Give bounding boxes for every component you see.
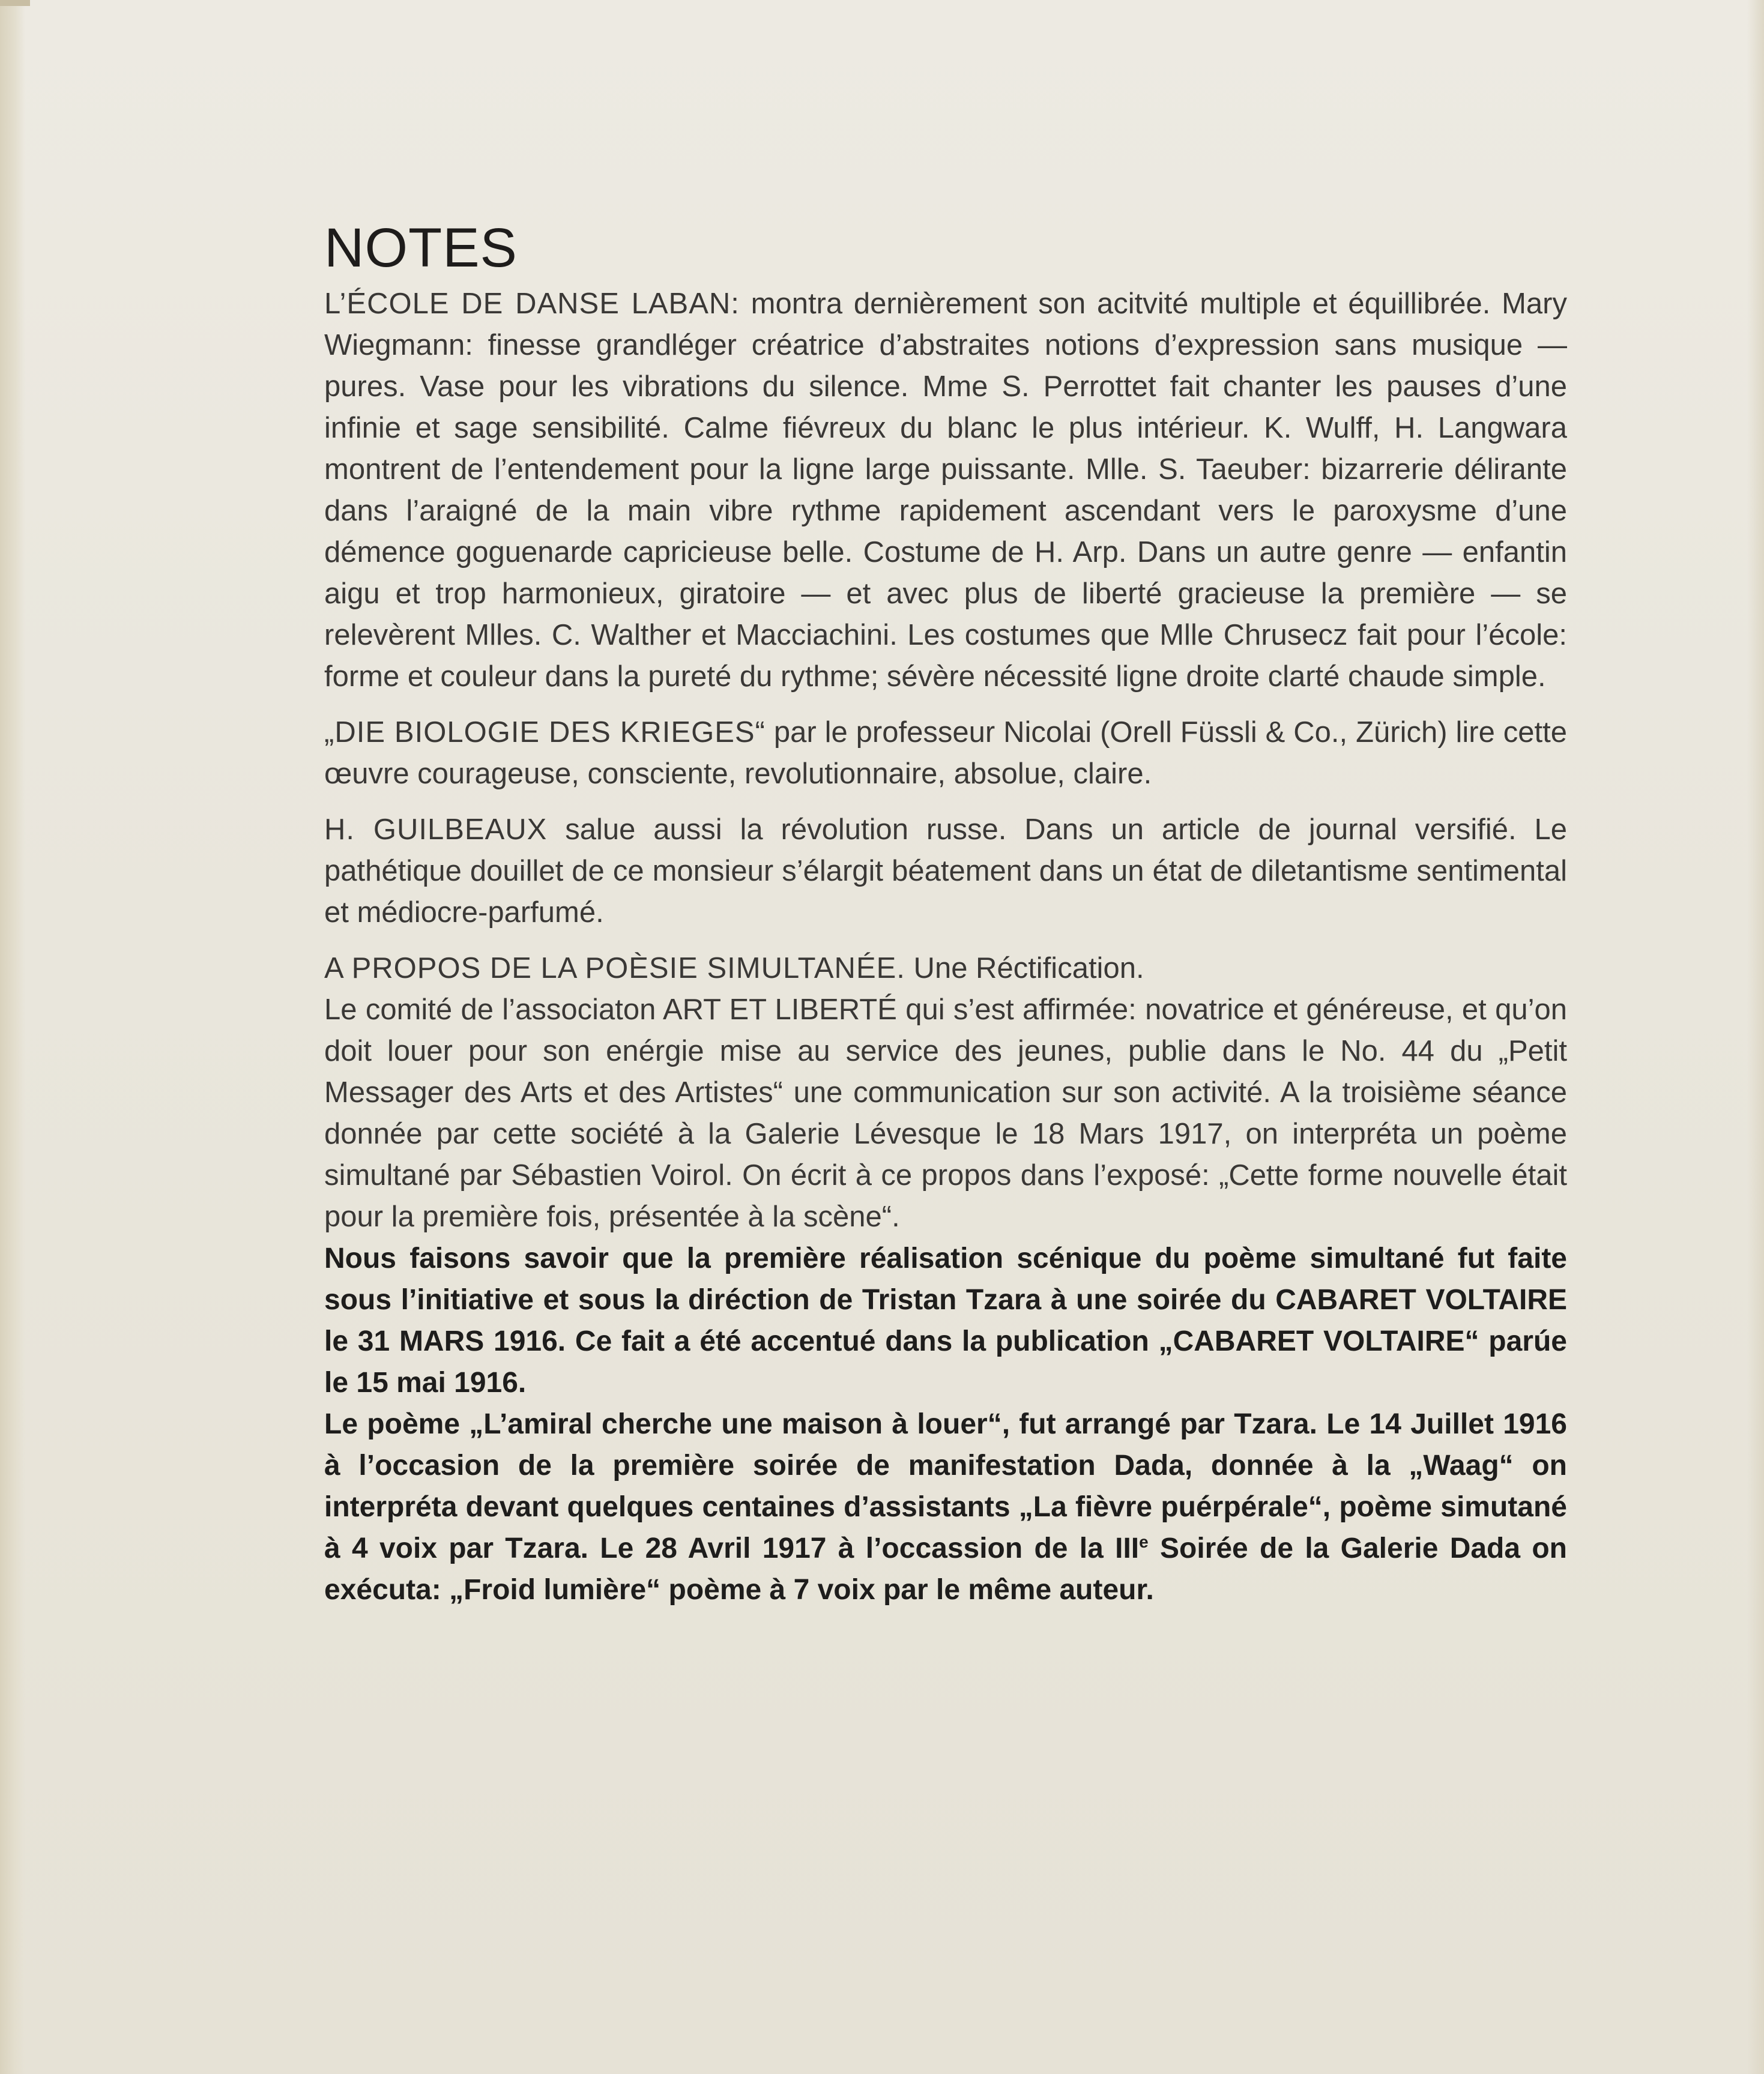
note-biologie [324,712,1567,795]
note-laban-heading: L’ÉCOLE DE DANSE LABAN: [324,288,740,320]
note-simultanee-bold-2-a: Le poème „L’amiral cherche une maison à louer“, fut arrangé par Tzara. Le 14 Juillet 1916 à l’occasion de la première soirée de manifestation Dada, donnée à la „Waag“ on interpréta devant quelques centaines d’assistants „La fièvre puérpérale“, poème simutané à 4 voix par Tzara. Le 28 Avril 1917 à l’occassion de la III [324,1408,1567,1564]
spacer [324,795,1567,809]
note-biologie-body: par le professeur Nicolai (Orell Füssli & Co., Zürich) lire cette œuvre courageuse, consciente, revolutionnaire, absolue, claire. [324,716,1567,790]
note-biologie-heading: „DIE BIOLOGIE DES KRIEGES“ [324,716,766,749]
note-simultanee-heading: A PROPOS DE LA POÈSIE SIMULTANÉE. [324,952,905,984]
note-simultanee-subheading: Une Réctification. [905,952,1144,984]
note-laban [324,283,1567,698]
note-guilbeaux-heading: H. GUILBEAUX [324,813,548,846]
note-laban-body: montra dernièrement son acitvité multiple et équillibrée. Mary Wiegmann: finesse grandléger créatrice d’abstraites notions d’expression sans musique — pures. Vase pour les vibrations du silence. Mme S. Perrottet fait chanter les pauses d’une infinie et sage sensibilité. Calme fiévreux du blanc le plus intérieur. K. Wulff, H. Langwara montrent de l’entendement pour la ligne large puissante. Mlle. S. Taeuber: bizarrerie délirante dans l’araigné de la main vibre rythme rapidement ascendant vers le paroxysme d’une démence goguenarde capricieuse belle. Costume de H. Arp. Dans un autre genre — enfantin aigu et trop harmonieux, giratoire — et avec plus de liberté gracieuse la première — se relevèrent Mlles. C. Walther et Macciachini. Les costumes que Mlle Chrusecz fait pour l’école: forme et couleur dans la pureté du rythme; sévère nécessité ligne droite clarté chaude simple. [324,288,1567,693]
note-guilbeaux [324,809,1567,933]
page-right-edge [1747,0,1764,2074]
note-simultanee-body: Le comité de l’associaton ART ET LIBERTÉ qui s’est affirmée: novatrice et généreuse, et qu’on doit louer pour son enérgie mise au service des jeunes, publie dans le No. 44 du „Petit Messager des Arts et des Artistes“ une communication sur son activité. A la troisième séance donnée par cette société à la Galerie Lévesque le 18 Mars 1917, on interpréta un poème simultané par Sébastien Voirol. On écrit à ce propos dans l’exposé: „Cette forme nouvelle était pour la première fois, présentée à la scène“. [324,993,1567,1233]
note-simultanee-bold-2-b: Soirée de la Galerie Dada on exécuta: „Froid lumière“ poème à 7 voix par le même auteur. [324,1533,1568,1606]
note-simultanee-heading-line [324,948,1567,989]
page-left-edge [0,0,25,2074]
notes-article [324,215,1567,1611]
superscript-e: e [1139,1533,1149,1551]
note-simultanee-bold-2 [324,1403,1567,1611]
note-simultanee-bold-1: Nous faisons savoir que la première réalisation scénique du poème simultané fut faite sous l’initiative et sous la diréction de Tristan Tzara à une soirée du CABARET VOLTAIRE le 31 MARS 1916. Ce fait a été accentué dans la publication „CABARET VOLTAIRE“ parúe le 15 mai 1916. [324,1243,1567,1399]
page-corner-mark [0,0,30,6]
note-guilbeaux-body: salue aussi la révolution russe. Dans un article de journal versifié. Le pathétique douillet de ce monsieur s’élargit béatement dans un état de diletantisme sentimental et médiocre-parfumé. [324,813,1567,929]
spacer [324,933,1567,948]
spacer [324,698,1567,712]
page-title: NOTES [324,217,518,279]
